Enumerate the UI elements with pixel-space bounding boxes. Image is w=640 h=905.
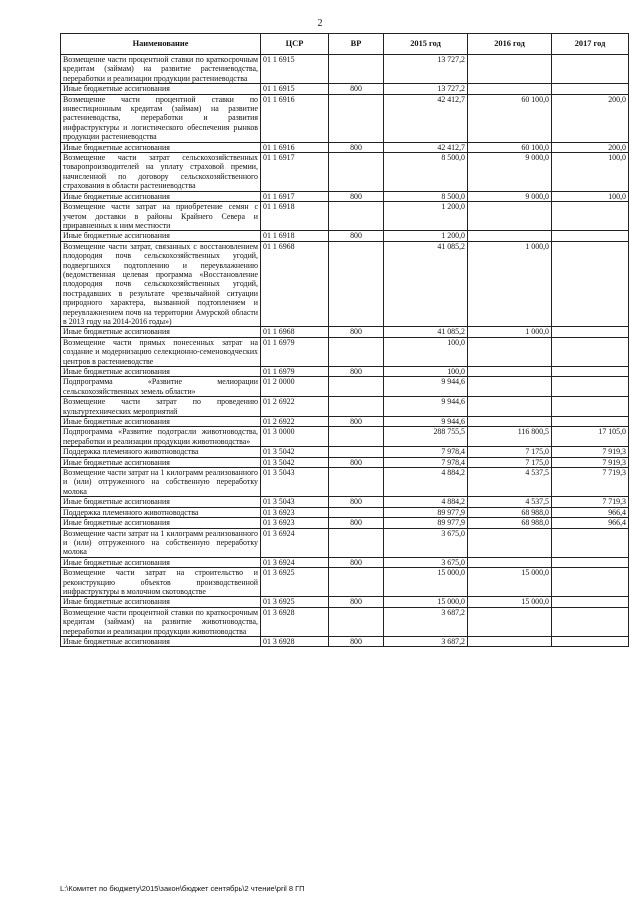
cell-csr: 01 1 6916 xyxy=(261,94,329,142)
cell-name: Иные бюджетные ассигнования xyxy=(61,367,261,377)
cell-2017: 7 719,3 xyxy=(552,468,629,497)
table-row xyxy=(61,497,629,507)
table-row xyxy=(61,507,629,517)
cell-2017 xyxy=(552,84,629,94)
cell-2016: 7 175,0 xyxy=(468,457,552,467)
table-row xyxy=(61,231,629,241)
cell-name: Иные бюджетные ассигнования xyxy=(61,142,261,152)
cell-vr xyxy=(329,607,384,636)
cell-2016: 9 000,0 xyxy=(468,153,552,192)
cell-2016 xyxy=(468,84,552,94)
cell-vr xyxy=(329,55,384,84)
cell-name: Иные бюджетные ассигнования xyxy=(61,327,261,337)
cell-2016: 7 175,0 xyxy=(468,447,552,457)
cell-vr: 800 xyxy=(329,497,384,507)
cell-csr: 01 1 6917 xyxy=(261,191,329,201)
cell-2016: 68 988,0 xyxy=(468,518,552,528)
cell-vr xyxy=(329,568,384,597)
cell-2016: 15 000,0 xyxy=(468,568,552,597)
cell-2016: 1 000,0 xyxy=(468,241,552,327)
cell-2017: 100,0 xyxy=(552,153,629,192)
cell-name: Возмещение части затрат сельскохозяйственных товаропроизводителей на уплату страховой премии, начисленной по договору сельскохозяйственного страхования в области растениеводства xyxy=(61,153,261,192)
cell-name: Возмещение части затрат на приобретение семян с учетом доставки в районы Крайнего Севера и приравненных к ним местности xyxy=(61,202,261,231)
cell-2017: 100,0 xyxy=(552,191,629,201)
cell-vr: 800 xyxy=(329,367,384,377)
cell-name: Иные бюджетные ассигнования xyxy=(61,497,261,507)
cell-2016 xyxy=(468,607,552,636)
cell-2017: 7 719,3 xyxy=(552,497,629,507)
cell-csr: 01 2 6922 xyxy=(261,397,329,417)
file-path-footer: L:\Комитет по бюджету\2015\закон\бюджет сентябрь\2 чтение\рril 8 ГП xyxy=(60,884,305,893)
cell-2015: 1 200,0 xyxy=(384,231,468,241)
cell-name: Подпрограмма «Развитие мелиорации сельскохозяйственных земель области» xyxy=(61,377,261,397)
cell-csr: 01 3 6928 xyxy=(261,636,329,646)
header-vr: ВР xyxy=(329,34,384,55)
cell-vr: 800 xyxy=(329,327,384,337)
cell-vr xyxy=(329,377,384,397)
cell-2017: 200,0 xyxy=(552,142,629,152)
table-row xyxy=(61,417,629,427)
cell-2017: 7 919,3 xyxy=(552,457,629,467)
cell-2015: 41 085,2 xyxy=(384,241,468,327)
cell-2015: 15 000,0 xyxy=(384,597,468,607)
cell-2015: 3 675,0 xyxy=(384,528,468,557)
cell-name: Иные бюджетные ассигнования xyxy=(61,417,261,427)
cell-2015: 288 755,5 xyxy=(384,427,468,447)
cell-2017 xyxy=(552,607,629,636)
cell-2015: 3 675,0 xyxy=(384,557,468,567)
table-row xyxy=(61,327,629,337)
cell-2015: 100,0 xyxy=(384,367,468,377)
header-name: Наименование xyxy=(61,34,261,55)
table-row xyxy=(61,468,629,497)
cell-name: Иные бюджетные ассигнования xyxy=(61,636,261,646)
table-row xyxy=(61,518,629,528)
cell-csr: 01 1 6917 xyxy=(261,153,329,192)
cell-2017: 200,0 xyxy=(552,94,629,142)
page-number: 2 xyxy=(317,18,323,29)
cell-2015: 3 687,2 xyxy=(384,607,468,636)
table-row xyxy=(61,377,629,397)
cell-2017: 966,4 xyxy=(552,507,629,517)
cell-2016 xyxy=(468,417,552,427)
cell-name: Иные бюджетные ассигнования xyxy=(61,191,261,201)
table-row xyxy=(61,202,629,231)
table-row xyxy=(61,84,629,94)
cell-vr: 800 xyxy=(329,84,384,94)
cell-csr: 01 1 6918 xyxy=(261,202,329,231)
cell-vr xyxy=(329,507,384,517)
cell-vr xyxy=(329,94,384,142)
cell-2016 xyxy=(468,202,552,231)
cell-2017: 7 919,3 xyxy=(552,447,629,457)
cell-name: Поддержка племенного животноводства xyxy=(61,507,261,517)
cell-2016: 1 000,0 xyxy=(468,327,552,337)
cell-csr: 01 1 6915 xyxy=(261,55,329,84)
budget-table xyxy=(60,33,629,647)
cell-vr: 800 xyxy=(329,457,384,467)
table-row xyxy=(61,528,629,557)
cell-2015: 42 412,7 xyxy=(384,94,468,142)
cell-2016: 9 000,0 xyxy=(468,191,552,201)
cell-csr: 01 3 6925 xyxy=(261,597,329,607)
table-row xyxy=(61,597,629,607)
cell-2016 xyxy=(468,367,552,377)
header-2016: 2016 год xyxy=(468,34,552,55)
cell-2016: 4 537,5 xyxy=(468,468,552,497)
cell-vr: 800 xyxy=(329,597,384,607)
cell-csr: 01 1 6968 xyxy=(261,327,329,337)
cell-vr: 800 xyxy=(329,191,384,201)
header-csr: ЦСР xyxy=(261,34,329,55)
header-2017: 2017 год xyxy=(552,34,629,55)
cell-2017 xyxy=(552,367,629,377)
cell-vr xyxy=(329,397,384,417)
cell-name: Подпрограмма «Развитие подотрасли животноводства, переработки и реализации продукции животноводства» xyxy=(61,427,261,447)
cell-csr: 01 1 6916 xyxy=(261,142,329,152)
cell-2016: 4 537,5 xyxy=(468,497,552,507)
table-row xyxy=(61,427,629,447)
table-row xyxy=(61,153,629,192)
cell-name: Возмещение части затрат, связанных с восстановлением плодородия почв сельскохозяйственных угодий, подвергшихся подтоплению и переувлажнению (ведомственная целевая программа «Восстановление плодородия почв сельскохозяйственных угодий, пострадавших в результате чрезвычайной ситуации природного характера, вызванной подтоплением и переувлажнением почв на территории Амурской области в 2013 году на 2014-2016 годы») xyxy=(61,241,261,327)
cell-csr: 01 1 6979 xyxy=(261,337,329,366)
cell-csr: 01 1 6915 xyxy=(261,84,329,94)
cell-2015: 7 978,4 xyxy=(384,447,468,457)
cell-2016 xyxy=(468,557,552,567)
cell-2015: 4 884,2 xyxy=(384,497,468,507)
cell-name: Возмещение части затрат на 1 килограмм реализованного и (или) отгруженного на собственную переработку молока xyxy=(61,528,261,557)
cell-name: Возмещение части затрат на 1 килограмм реализованного и (или) отгруженного на собственную переработку молока xyxy=(61,468,261,497)
cell-vr xyxy=(329,528,384,557)
cell-vr: 800 xyxy=(329,142,384,152)
table-header-row xyxy=(61,34,629,55)
cell-2016 xyxy=(468,397,552,417)
table-row xyxy=(61,636,629,646)
table-row xyxy=(61,367,629,377)
cell-vr xyxy=(329,427,384,447)
cell-2017: 966,4 xyxy=(552,518,629,528)
cell-vr: 800 xyxy=(329,557,384,567)
cell-csr: 01 3 5043 xyxy=(261,497,329,507)
cell-2015: 1 200,0 xyxy=(384,202,468,231)
cell-csr: 01 2 6922 xyxy=(261,417,329,427)
cell-2016 xyxy=(468,55,552,84)
cell-2017 xyxy=(552,55,629,84)
table-row xyxy=(61,94,629,142)
cell-name: Иные бюджетные ассигнования xyxy=(61,597,261,607)
cell-2016 xyxy=(468,337,552,366)
table-row xyxy=(61,397,629,417)
cell-2016: 60 100,0 xyxy=(468,94,552,142)
cell-2015: 89 977,9 xyxy=(384,507,468,517)
table-row xyxy=(61,568,629,597)
cell-2017 xyxy=(552,557,629,567)
cell-csr: 01 1 6979 xyxy=(261,367,329,377)
cell-csr: 01 3 6924 xyxy=(261,557,329,567)
table-row xyxy=(61,557,629,567)
cell-2017 xyxy=(552,231,629,241)
cell-2017 xyxy=(552,397,629,417)
cell-name: Возмещение части процентной ставки по инвестиционным кредитам (займам) на развитие растениеводства, переработки и развития инфраструктуры и логистического обеспечения рынков продукции растениеводства xyxy=(61,94,261,142)
cell-2015: 8 500,0 xyxy=(384,191,468,201)
cell-name: Иные бюджетные ассигнования xyxy=(61,557,261,567)
cell-2017 xyxy=(552,568,629,597)
table-row xyxy=(61,337,629,366)
cell-2016 xyxy=(468,377,552,397)
cell-csr: 01 1 6918 xyxy=(261,231,329,241)
cell-csr: 01 3 6923 xyxy=(261,518,329,528)
cell-vr: 800 xyxy=(329,417,384,427)
cell-2015: 13 727,2 xyxy=(384,55,468,84)
cell-vr: 800 xyxy=(329,636,384,646)
cell-2017 xyxy=(552,597,629,607)
cell-vr: 800 xyxy=(329,231,384,241)
table-row xyxy=(61,142,629,152)
cell-name: Поддержка племенного животноводства xyxy=(61,447,261,457)
cell-2017 xyxy=(552,417,629,427)
cell-vr xyxy=(329,241,384,327)
cell-2015: 42 412,7 xyxy=(384,142,468,152)
cell-csr: 01 3 0000 xyxy=(261,427,329,447)
cell-vr xyxy=(329,468,384,497)
cell-2015: 4 884,2 xyxy=(384,468,468,497)
cell-csr: 01 2 0000 xyxy=(261,377,329,397)
cell-2017: 17 105,0 xyxy=(552,427,629,447)
cell-csr: 01 3 6925 xyxy=(261,568,329,597)
cell-2016 xyxy=(468,231,552,241)
table-row xyxy=(61,447,629,457)
cell-2015: 9 944,6 xyxy=(384,377,468,397)
cell-2016: 60 100,0 xyxy=(468,142,552,152)
cell-csr: 01 3 6923 xyxy=(261,507,329,517)
header-2015: 2015 год xyxy=(384,34,468,55)
cell-name: Иные бюджетные ассигнования xyxy=(61,231,261,241)
cell-2015: 7 978,4 xyxy=(384,457,468,467)
cell-name: Иные бюджетные ассигнования xyxy=(61,518,261,528)
cell-csr: 01 3 6928 xyxy=(261,607,329,636)
table-row xyxy=(61,191,629,201)
cell-vr xyxy=(329,153,384,192)
cell-name: Возмещение части процентной ставки по краткосрочным кредитам (займам) на развитие растениеводства, переработки и реализации продукции растениеводства xyxy=(61,55,261,84)
cell-2015: 41 085,2 xyxy=(384,327,468,337)
cell-2017 xyxy=(552,327,629,337)
cell-csr: 01 3 5042 xyxy=(261,457,329,467)
cell-csr: 01 1 6968 xyxy=(261,241,329,327)
cell-name: Возмещение части затрат по проведению культуртехнических мероприятий xyxy=(61,397,261,417)
cell-name: Иные бюджетные ассигнования xyxy=(61,84,261,94)
cell-vr xyxy=(329,337,384,366)
table-row xyxy=(61,241,629,327)
cell-name: Иные бюджетные ассигнования xyxy=(61,457,261,467)
cell-2015: 3 687,2 xyxy=(384,636,468,646)
cell-2017 xyxy=(552,337,629,366)
cell-2015: 89 977,9 xyxy=(384,518,468,528)
cell-2017 xyxy=(552,202,629,231)
cell-2017 xyxy=(552,636,629,646)
table-row xyxy=(61,55,629,84)
table-row xyxy=(61,457,629,467)
cell-2016: 15 000,0 xyxy=(468,597,552,607)
cell-2016 xyxy=(468,636,552,646)
cell-2016: 68 988,0 xyxy=(468,507,552,517)
cell-2017 xyxy=(552,528,629,557)
cell-2015: 100,0 xyxy=(384,337,468,366)
cell-2016 xyxy=(468,528,552,557)
cell-csr: 01 3 5042 xyxy=(261,447,329,457)
cell-vr: 800 xyxy=(329,518,384,528)
cell-2015: 9 944,6 xyxy=(384,417,468,427)
cell-2017 xyxy=(552,241,629,327)
cell-2015: 8 500,0 xyxy=(384,153,468,192)
cell-csr: 01 3 6924 xyxy=(261,528,329,557)
cell-2015: 9 944,6 xyxy=(384,397,468,417)
cell-name: Возмещение части затрат на строительство и реконструкцию объектов производственной инфраструктуры в молочном скотоводстве xyxy=(61,568,261,597)
table-body xyxy=(61,55,629,647)
cell-2015: 15 000,0 xyxy=(384,568,468,597)
cell-2015: 13 727,2 xyxy=(384,84,468,94)
cell-2017 xyxy=(552,377,629,397)
cell-csr: 01 3 5043 xyxy=(261,468,329,497)
cell-name: Возмещение части прямых понесенных затрат на создание и модернизацию селекционно-семеноводческих центров в растениеводстве xyxy=(61,337,261,366)
cell-vr xyxy=(329,202,384,231)
cell-vr xyxy=(329,447,384,457)
table-row xyxy=(61,607,629,636)
cell-name: Возмещение части процентной ставки по краткосрочным кредитам (займам) на развитие животноводства, переработки и реализации продукции животноводства xyxy=(61,607,261,636)
cell-2016: 116 800,5 xyxy=(468,427,552,447)
